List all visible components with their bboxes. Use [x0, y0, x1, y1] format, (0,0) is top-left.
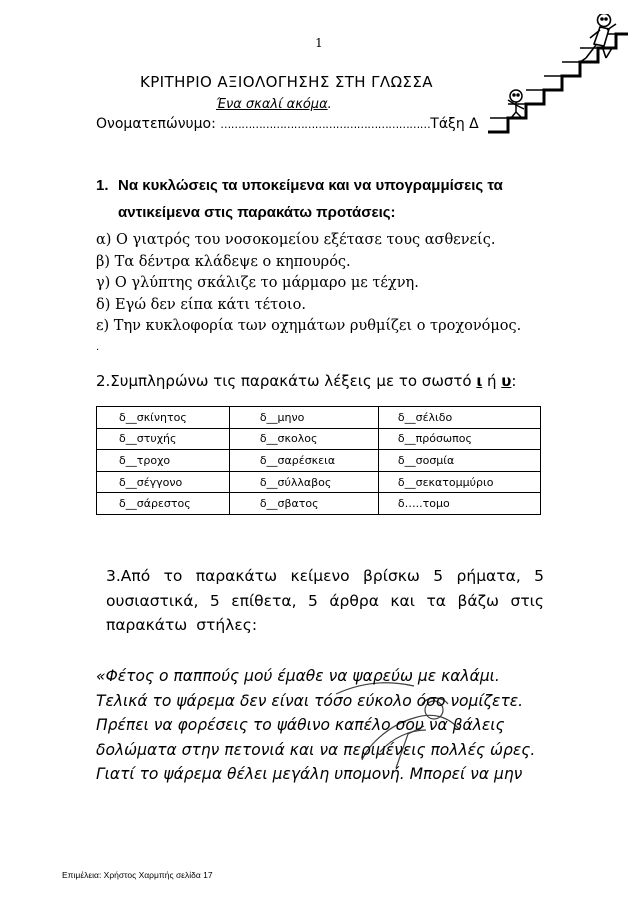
word-cell: δ__σβατος	[229, 493, 378, 515]
class-label: Τάξη Δ	[430, 116, 479, 132]
word-cell: δ__στυχής	[97, 428, 230, 450]
passage-line: Τελικά το ψάρεμα δεν είναι τόσο εύκολο όσο νομίζετε.	[96, 691, 524, 710]
option-iota: ι	[476, 372, 483, 390]
passage-line: Γιατί το ψάρεμα θέλει μεγάλη υπομονή. Μπορεί να μην	[96, 765, 523, 784]
name-blank: ……………………………………………………	[220, 118, 431, 131]
word-cell: δ__σεκατομμύριο	[378, 471, 540, 493]
exercise-1-sentences	[96, 230, 521, 338]
fishing-sketch-illustration	[322, 672, 492, 772]
word-cell: δ__σέγγονο	[97, 471, 230, 493]
word-cell: δ__πρόσωπος	[378, 428, 540, 450]
word-cell: δ__μηνο	[229, 407, 378, 429]
sentence-d: δ) Εγώ δεν είπα κάτι τέτοιο.	[96, 296, 306, 313]
word-cell: δ__τροχο	[97, 450, 230, 472]
sentence-b: β) Τα δέντρα κλάδεψε ο κηπουρός.	[96, 253, 351, 270]
stairs-illustration	[488, 14, 630, 134]
footer-credit: Επιμέλεια: Χρήστος Χαρμπής σελίδα 17	[62, 870, 213, 880]
subtitle-text: Ένα σκαλί ακόμα	[216, 97, 328, 112]
name-label: Ονοματεπώνυμο:	[96, 116, 216, 132]
exercise-1-prompt	[96, 172, 556, 226]
word-cell: δ__σέλιδο	[378, 407, 540, 429]
subtitle-period: .	[327, 97, 332, 112]
exercise-2-colon: :	[511, 372, 517, 390]
student-name-line	[96, 116, 479, 132]
word-cell: δ__σύλλαβος	[229, 471, 378, 493]
passage-line: δολώματα στην πετονιά και να περιμένεις πολλές ώρες.	[96, 740, 536, 759]
or-text: ή	[482, 372, 502, 390]
exercise-2-prompt	[96, 372, 516, 390]
option-ypsilon: υ	[501, 372, 512, 390]
worksheet-subtitle	[216, 97, 332, 112]
sentence-e: ε) Την κυκλοφορία των οχημάτων ρυθμίζει ο τροχονόμος.	[96, 318, 522, 334]
word-cell: δ__σαρέσκεια	[229, 450, 378, 472]
exercise-3-prompt: 3.Από το παρακάτω κείμενο βρίσκω 5 ρήματα, 5 ουσιαστικά, 5 επίθετα, 5 άρθρα και τα βάζω στις παρακάτω στήλες:	[106, 567, 544, 634]
sentence-a: α) Ο γιατρός του νοσοκομείου εξέτασε τους ασθενείς.	[96, 232, 496, 248]
passage-line: «Φέτος ο παππούς μού έμαθε να ψαρεύω με καλάμι.	[96, 667, 500, 685]
table-row	[97, 428, 541, 450]
table-row	[97, 471, 541, 493]
page-number: 1	[315, 36, 323, 50]
exercise-1-line-1: Να κυκλώσεις τα υποκείμενα και να υπογραμμίσεις τα	[118, 177, 503, 194]
word-cell: δ__σοσμία	[378, 450, 540, 472]
worksheet-title: ΚΡΙΤΗΡΙΟ ΑΞΙΟΛΟΓΗΣΗΣ ΣΤΗ ΓΛΩΣΣΑ	[140, 73, 433, 91]
word-fill-table	[96, 406, 541, 515]
sentence-c: γ) Ο γλύπτης σκάλιζε το μάρμαρο με τέχνη.	[96, 275, 419, 291]
stray-mark: .	[96, 342, 100, 353]
table-row	[97, 493, 541, 515]
exercise-1-number: 1.	[96, 177, 109, 194]
table-row	[97, 407, 541, 429]
word-cell: δ__σκολος	[229, 428, 378, 450]
word-cell: δ…..τομο	[378, 493, 540, 515]
exercise-2-text: 2.Συμπληρώνω τις παρακάτω λέξεις με το σωστό	[96, 372, 477, 390]
word-cell: δ__σκίνητος	[97, 407, 230, 429]
word-cell: δ__σάρεστος	[97, 493, 230, 515]
table-row	[97, 450, 541, 472]
passage-line: Πρέπει να φορέσεις το ψάθινο καπέλο σου να βάλεις	[96, 716, 505, 735]
exercise-1-line-2: αντικείμενα στις παρακάτω προτάσεις:	[118, 204, 396, 221]
